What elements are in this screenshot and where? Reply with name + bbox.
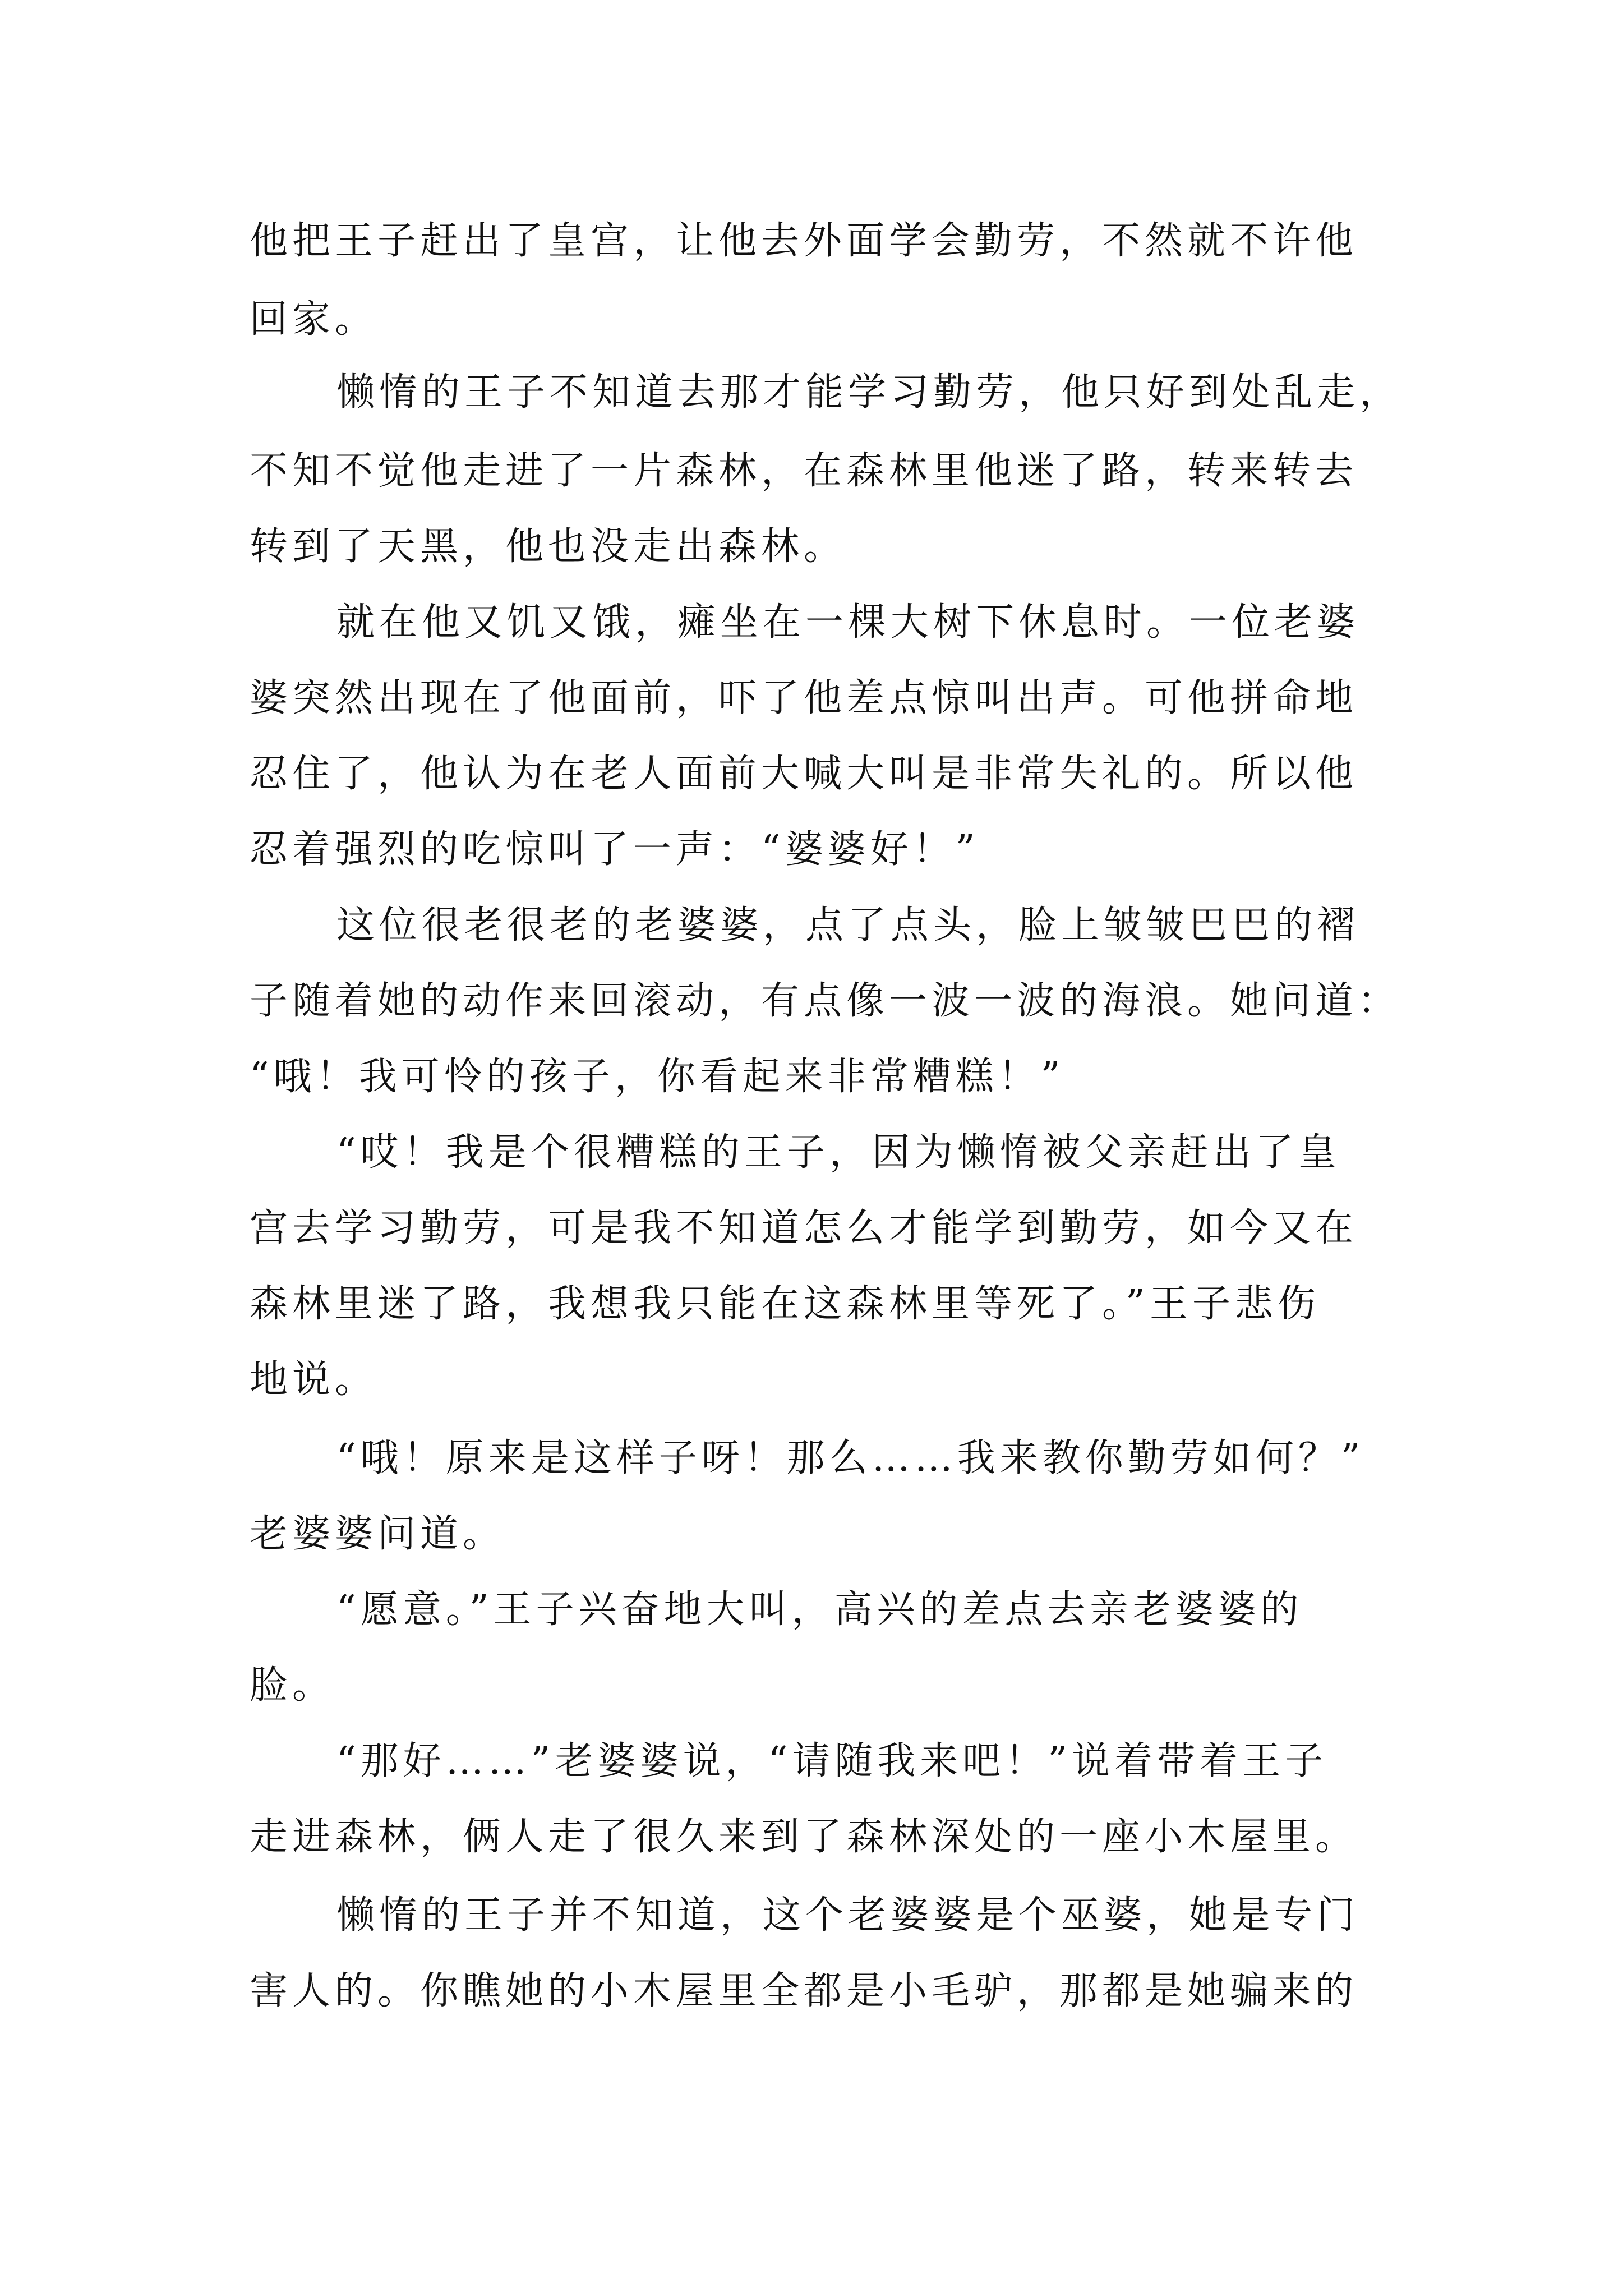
text-line: 不知不觉他走进了一片森林，在森林里他迷了路，转来转去: [250, 449, 1358, 493]
text-line: 走进森林，俩人走了很久来到了森林深处的一座小木屋里。: [250, 1815, 1358, 1859]
paragraph-start-line: 这位很老很老的老婆婆，点了点头，脸上皱皱巴巴的褶: [336, 903, 1360, 947]
paragraph-start-line: “哎！我是个很糟糕的王子，因为懒惰被父亲赶出了皇: [336, 1130, 1341, 1175]
paragraph-start-line: “那好……”老婆婆说，“请随我来吧！”说着带着王子: [336, 1739, 1328, 1783]
text-line: 脸。: [250, 1663, 335, 1708]
text-line: 森林里迷了路，我想我只能在这森林里等死了。”王子悲伤: [250, 1282, 1320, 1326]
text-line: 子随着她的动作来回滚动，有点像一波一波的海浪。她问道：: [250, 979, 1401, 1023]
paragraph-start-line: 懒惰的王子不知道去那才能学习勤劳，他只好到处乱走，: [336, 370, 1403, 415]
text-line: 忍着强烈的吃惊叫了一声：“婆婆好！”: [250, 827, 980, 872]
text-line: 老婆婆问道。: [250, 1512, 506, 1556]
text-line: 害人的。你瞧她的小木屋里全都是小毛驴，那都是她骗来的: [250, 1969, 1358, 2013]
text-line: 忍住了，他认为在老人面前大喊大叫是非常失礼的。所以他: [250, 752, 1358, 796]
text-line: 回家。: [250, 297, 378, 342]
paragraph-start-line: 就在他又饥又饿，瘫坐在一棵大树下休息时。一位老婆: [336, 600, 1360, 645]
text-line: 他把王子赶出了皇宫，让他去外面学会勤劳，不然就不许他: [250, 219, 1358, 263]
text-line: 地说。: [250, 1358, 378, 1402]
paragraph-start-line: 懒惰的王子并不知道，这个老婆婆是个巫婆，她是专门: [336, 1893, 1360, 1938]
text-line: 婆突然出现在了他面前，吓了他差点惊叫出声。可他拼命地: [250, 676, 1358, 720]
text-line: “哦！我可怜的孩子，你看起来非常糟糕！”: [250, 1055, 1065, 1099]
text-line: 宫去学习勤劳，可是我不知道怎么才能学到勤劳，如今又在: [250, 1206, 1358, 1250]
text-line: 转到了天黑，他也没走出森林。: [250, 524, 847, 569]
paragraph-start-line: “哦！原来是这样子呀！那么……我来教你勤劳如何？”: [336, 1436, 1365, 1480]
paragraph-start-line: “愿意。”王子兴奋地大叫，高兴的差点去亲老婆婆的: [336, 1588, 1303, 1632]
